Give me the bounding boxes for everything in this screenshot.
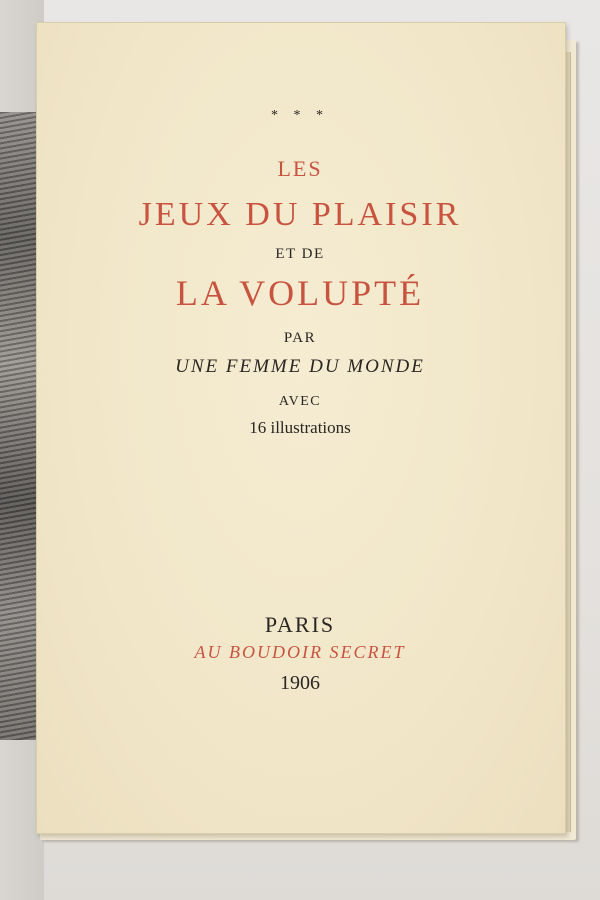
publication-year: 1906 bbox=[280, 672, 320, 694]
ornament-stars: * * * bbox=[271, 108, 329, 123]
title-line-1: JEUX DU PLAISIR bbox=[138, 196, 462, 233]
publisher-name: AU BOUDOIR SECRET bbox=[194, 642, 406, 662]
title-conjunction: ET DE bbox=[275, 246, 325, 262]
title-line-2: LA VOLUPTÉ bbox=[175, 273, 425, 313]
by-label: PAR bbox=[283, 330, 317, 346]
frontispiece-engraving bbox=[0, 112, 37, 740]
publication-city: PARIS bbox=[264, 612, 336, 637]
with-label: AVEC bbox=[278, 394, 322, 409]
illustrations-count: 16 illustrations bbox=[249, 418, 351, 437]
author-name: UNE FEMME DU MONDE bbox=[175, 356, 425, 377]
title-article: LES bbox=[277, 156, 323, 181]
